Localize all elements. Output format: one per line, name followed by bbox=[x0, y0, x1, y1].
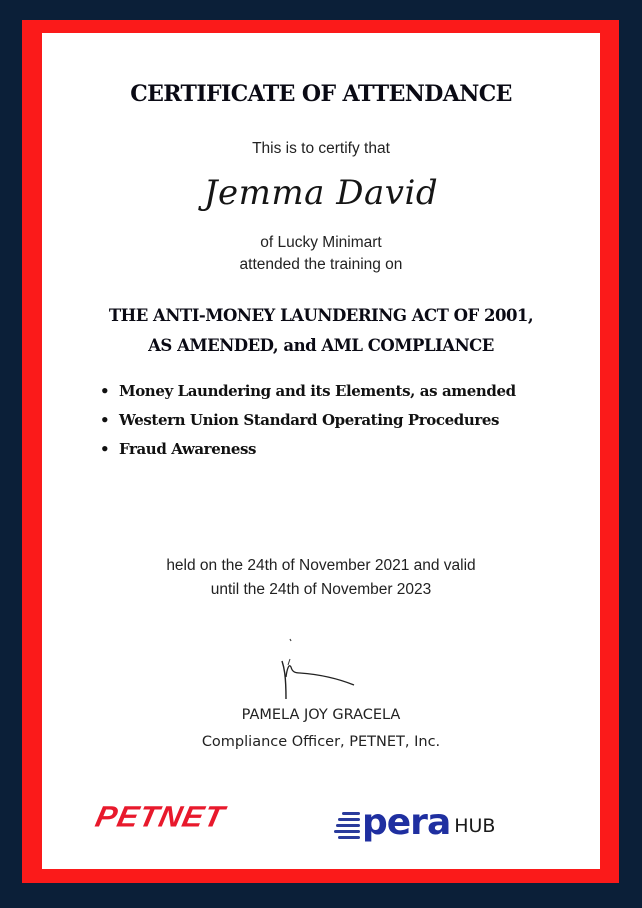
signature-icon bbox=[274, 637, 364, 707]
bullet-icon: • bbox=[100, 440, 110, 458]
topic-item bbox=[100, 435, 516, 464]
bullet-icon: • bbox=[100, 411, 110, 429]
topic-label: Money Laundering and its Elements, as amended bbox=[119, 382, 516, 400]
hub-wordmark: HUB bbox=[454, 815, 496, 837]
topics-list bbox=[100, 377, 516, 464]
valid-until-line: until the 24th of November 2023 bbox=[210, 581, 432, 598]
signatory-name: PAMELA JOY GRACELA bbox=[241, 707, 401, 723]
signatory-role: Compliance Officer, PETNET, Inc. bbox=[201, 734, 441, 750]
course-title-line-2: AS AMENDED, and AML COMPLIANCE bbox=[148, 336, 494, 355]
certificate-title: CERTIFICATE OF ATTENDANCE bbox=[130, 81, 512, 107]
held-on-line: held on the 24th of November 2021 and valid bbox=[166, 557, 476, 574]
perahub-logo bbox=[334, 801, 495, 841]
topic-label: Fraud Awareness bbox=[119, 440, 257, 458]
topic-label: Western Union Standard Operating Procedures bbox=[119, 411, 500, 429]
validity-dates bbox=[42, 554, 600, 602]
certify-text: This is to certify that bbox=[252, 140, 390, 157]
course-title-line-1: THE ANTI-MONEY LAUNDERING ACT OF 2001, bbox=[108, 306, 534, 325]
course-title bbox=[42, 301, 600, 361]
certificate-paper bbox=[42, 33, 600, 869]
attended-line: attended the training on bbox=[239, 256, 403, 273]
speed-lines-icon bbox=[334, 808, 360, 838]
recipient-name: Jemma David bbox=[203, 173, 439, 213]
recipient-details bbox=[42, 232, 600, 276]
topic-item bbox=[100, 406, 516, 435]
pera-wordmark: pera bbox=[362, 802, 451, 843]
organization-line: of Lucky Minimart bbox=[260, 234, 382, 251]
petnet-logo: PETNET bbox=[92, 799, 228, 834]
topic-item bbox=[100, 377, 516, 406]
bullet-icon: • bbox=[100, 382, 110, 400]
